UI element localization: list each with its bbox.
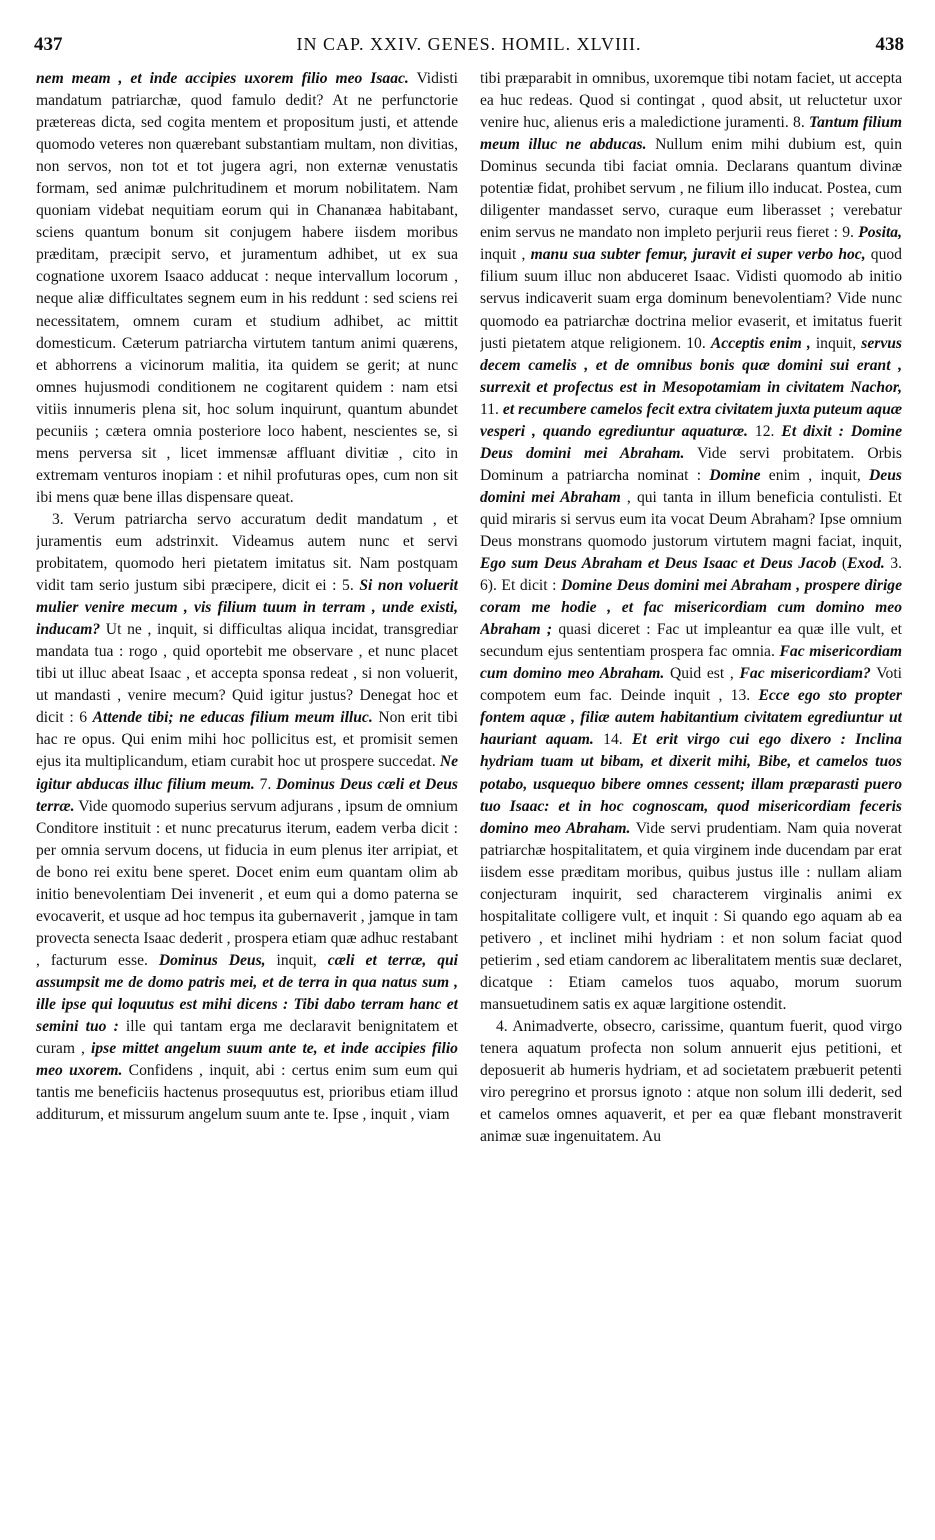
italic-run: Dominus Deus cæli et Deus terræ. (36, 775, 458, 815)
text-run: 11. (480, 400, 503, 418)
italic-run: Fac misericordiam? (739, 665, 871, 683)
left-column (36, 68, 458, 1508)
text-run: 3. 6). Et dicit : (480, 555, 902, 595)
text-run: Confidens , inquit, abi : certus enim sum eum qui tantis me beneficiis hactenus prosequutus est, prioribus etiam illud additurum, et missurum angelum suum ante te. Ipse , inquit , viam (36, 1062, 458, 1124)
text-run: Non erit tibi hac re opus. Qui enim mihi hoc pollicitus est, et promisit semen ejus ita multiplicandum, etiam curabit hoc ut prospere succedat. (36, 709, 458, 771)
paragraph (36, 68, 458, 509)
right-column (480, 68, 902, 1508)
text-run: enim , inquit, (760, 466, 870, 484)
italic-run: Dominus Deus, (158, 951, 266, 969)
italic-run: Et dixit : Domine Deus domini mei Abraham. (480, 422, 902, 462)
page-number-right: 438 (875, 34, 904, 55)
text-run: inquit, (265, 951, 328, 969)
italic-run: Et erit virgo cui ego dixero : Inclina hydriam tuam ut bibam, et dixerit mihi, Bibe, et camelos tuos potabo, usquequo bibere omnes cessent; illam præparasti puero tuo Isaac: et in hoc cognoscam, quod misericordiam feceris domino meo Abraham. (480, 731, 902, 837)
text-run: inquit, (810, 334, 862, 352)
italic-run: Domine Deus domini mei Abraham , prospere dirige coram me hodie , et fac misericordiam cum domino meo Abraham ; (480, 577, 902, 639)
italic-run: Si non voluerit mulier venire mecum , vis filium tuum in terram , unde existi, inducam? (36, 577, 458, 639)
text-run: 12. (747, 422, 782, 440)
italic-run: manu sua subter femur, juravit ei super verbo hoc, (530, 246, 866, 264)
paragraph (36, 509, 458, 1126)
text-run: Vide servi prudentiam. Nam quia noverat patriarchæ hospitalitatem, et quia virginem inde ducendam par erat iisdem esse præditam moribus, quibus justus ille : nullam aliam conjecturam inquirit, sed characterem virginalis animi ex hospitalitate colligere vult, et inquit : Si quando ego aquam ab ea petivero , et inclinet mihi hydriam : et non solum faciat quod petierim , sed etiam candorem ac liberalitatem mentis suæ declaret, dicatque : Etiam camelos tuos aquabo, morum suorum mansuetudinem satis ex aquæ largitione ostendit. (480, 819, 902, 1013)
italic-run: ipse mittet angelum suum ante te, et inde accipies filio meo uxorem. (36, 1040, 458, 1080)
text-run: Quid est , (664, 665, 740, 683)
italic-run: Acceptis enim , (710, 334, 811, 352)
italic-run: cæli et terræ, qui assumpsit me de domo patris mei, et de terra in qua natus sum , ille ipse qui loquutus est mihi dicens : Tibi dabo terram hanc et semini tuo : (36, 951, 458, 1036)
text-run: 14. (593, 731, 633, 749)
italic-run: nem meam , et inde accipies uxorem filio meo Isaac. (36, 70, 409, 87)
text-run: Nullum enim mihi dubium est, quin Dominus secunda tibi faciat omnia. Declarans quantum divinæ potentiæ fidat, prohibet servum , ne filium illo inducat. Postea, cum diligenter mandasset servo, curaque eum liberasset ; verebatur enim servus ne mandato non impleto perjurii reus fieret : 9. (480, 136, 902, 242)
page-header (34, 34, 904, 60)
text-run: quasi diceret : Fac ut impleantur ea quæ ille vult, et secundum ejus sententiam prospera fac omnia. (480, 621, 902, 661)
italic-run: Ego sum Deus Abraham et Deus Isaac et Deus Jacob (480, 555, 837, 573)
italic-run: Fac misericordiam cum domino meo Abraham. (480, 643, 902, 683)
text-run: 4. Animadverte, obsecro, carissime, quantum fuerit, quod virgo tenera aquatum profecta non solum annuerit ejus petitioni, et deposuerit ab humeris hydriam, et ad societatem præbuerit petenti viro peregrino et prorsus ignoto : atque non solum illi dederit, sed et camelos omnes aquaverit, et per ea quæ flebant monstraverit animæ suæ ingenuitatem. Au (480, 1018, 902, 1146)
italic-run: Tantum filium meum illuc ne abducas. (480, 114, 902, 154)
italic-run: Exod. (847, 555, 885, 573)
text-run: Voti compotem eum fac. Deinde inquit , 13. (480, 665, 902, 705)
text-run: 7. (254, 775, 277, 793)
italic-run: servus decem camelis , et de omnibus bonis quæ domini sui erant , surrexit et profectus est in Mesopotamiam in civitatem Nachor, (480, 334, 902, 396)
page-number-left: 437 (34, 34, 63, 55)
text-run: Ut ne , inquit, si difficultas aliqua incidat, transgrediar mandata tua : rogo , quid oportebit me observare , et nunc placet tibi ut illuc abeat Isaac , et accepta sponsa redeat , si non voluerit, ut mandasti , venire mecum? Quid igitur justus? Denegat hoc et dicit : 6 (36, 621, 458, 727)
paragraph (480, 68, 902, 1016)
italic-run: Domine (709, 466, 761, 484)
text-run: , qui tanta in illum beneficia contulisti. Et quid miraris si servus eum ita vocat Deum Abraham? Ipse omnium Deus monstrans quomodo justorum virtutem magni faciat, inquit, (480, 488, 902, 550)
text-run: Vidisti mandatum patriarchæ, quod famulo dedit? At ne perfunctorie prætereas dicta, sed cogita mentem et propositum justi, et attende quomodo veteres non quærebant substantiam multam, non divitias, non servos, non tot et tot jugera agri, non externæ venustatis formam, sed animæ pulchritudinem et morum nobilitatem. Nam quoniam videbat nequitiam eorum qui in Chananæa habitabant, sciens quantum bonum sit conjugem habere iisdem moribus præditam, præcipit servo, et juramentum adhibet, ut ex sua cognatione uxorem Isaaco adducat : neque intervallum locorum , neque aliæ difficultates segnem eum in his reddunt : sed sciens rei necessitatem, omnem curam et studium adhibet, ac mittit domesticum. Cæterum patriarcha virtutem tantum animi quærens, et abhorrens a vicinorum malitia, ita quidem se gerit; at nunc omnes hujusmodi conditionem ne cogitarent quidem : nam etsi vitiis innumeris plena sit, hoc solum inquirunt, quantum abundet pecuniis ; cætera omnia posteriore loco habent, nescientes se, si mens perversa sit , licet immensæ affluant divitiæ , cito in extremam venturos inopiam : et nihil profuturas opes, cum non sit ibi mens quæ bene illas dispensare queat. (36, 70, 458, 506)
italic-run: Posita, (858, 224, 902, 242)
text-run: 3. Verum patriarcha servo accuratum dedit mandatum , et juramentis eum adstrinxit. Videamus autem nunc et servi probitatem, quomodo heri pietatem imitatus sit. Nam postquam vidit tam serio justum sibi præcipere, dicit ei : 5. (36, 510, 458, 595)
italic-run: Attende tibi; ne educas filium meum illuc. (92, 709, 373, 727)
italic-run: Ecce ego sto propter fontem aquæ , filiæ autem habitantium civitatem egrediuntur ut hauriant aquam. (480, 687, 902, 749)
italic-run: Deus domini mei Abraham (480, 466, 902, 506)
text-run: Vide servi probitatem. Orbis Dominum a patriarcha nominat : (480, 444, 902, 484)
text-run: Vide quomodo superius servum adjurans , ipsum de omnium Conditore instituit : et nunc precaturus iterum, eadem verba dicit : per omnia servum docens, ut fiducia in eum plenus iter arripiat, et de bono rei exitu bene speret. Docet enim eum quantam olim ab initio benevolentiam Dei invenerit , et eum qui a domo paterna se evocaverit, et usque ad hoc tempus ita gubernaverit , jamque in tam provecta senecta Isaac dederit , prospera etiam quæ adhuc restabant , facturum esse. (36, 797, 458, 969)
italic-run: Ne igitur abducas illuc filium meum. (36, 753, 458, 793)
italic-run: et recumbere camelos fecit extra civitatem juxta puteum aquæ vesperi , quando egrediuntur aquaturæ. (480, 400, 902, 440)
text-run: ( (836, 555, 848, 573)
paragraph (480, 1016, 902, 1148)
running-title: IN CAP. XXIV. GENES. HOMIL. XLVIII. (296, 34, 642, 54)
text-run: ille qui tantam erga me declaravit benignitatem et curam , (36, 1018, 458, 1058)
text-run: quod filium suum illuc non abduceret Isaac. Vidisti quomodo ab initio servus indicaverit suam erga dominum benevolentiam? Vide nunc quomodo ea patriarchæ doctrina melior evaserit, et imitatus fuerit justi pietatem atque religionem. 10. (480, 246, 902, 352)
text-run: tibi præparabit in omnibus, uxoremque tibi notam faciet, ut accepta ea huc redeas. Quod si contingat , quod absit, ut reluctetur uxor venire huc, alienus eris a maledictione juramenti. 8. (480, 70, 902, 132)
text-run: inquit , (480, 246, 531, 264)
